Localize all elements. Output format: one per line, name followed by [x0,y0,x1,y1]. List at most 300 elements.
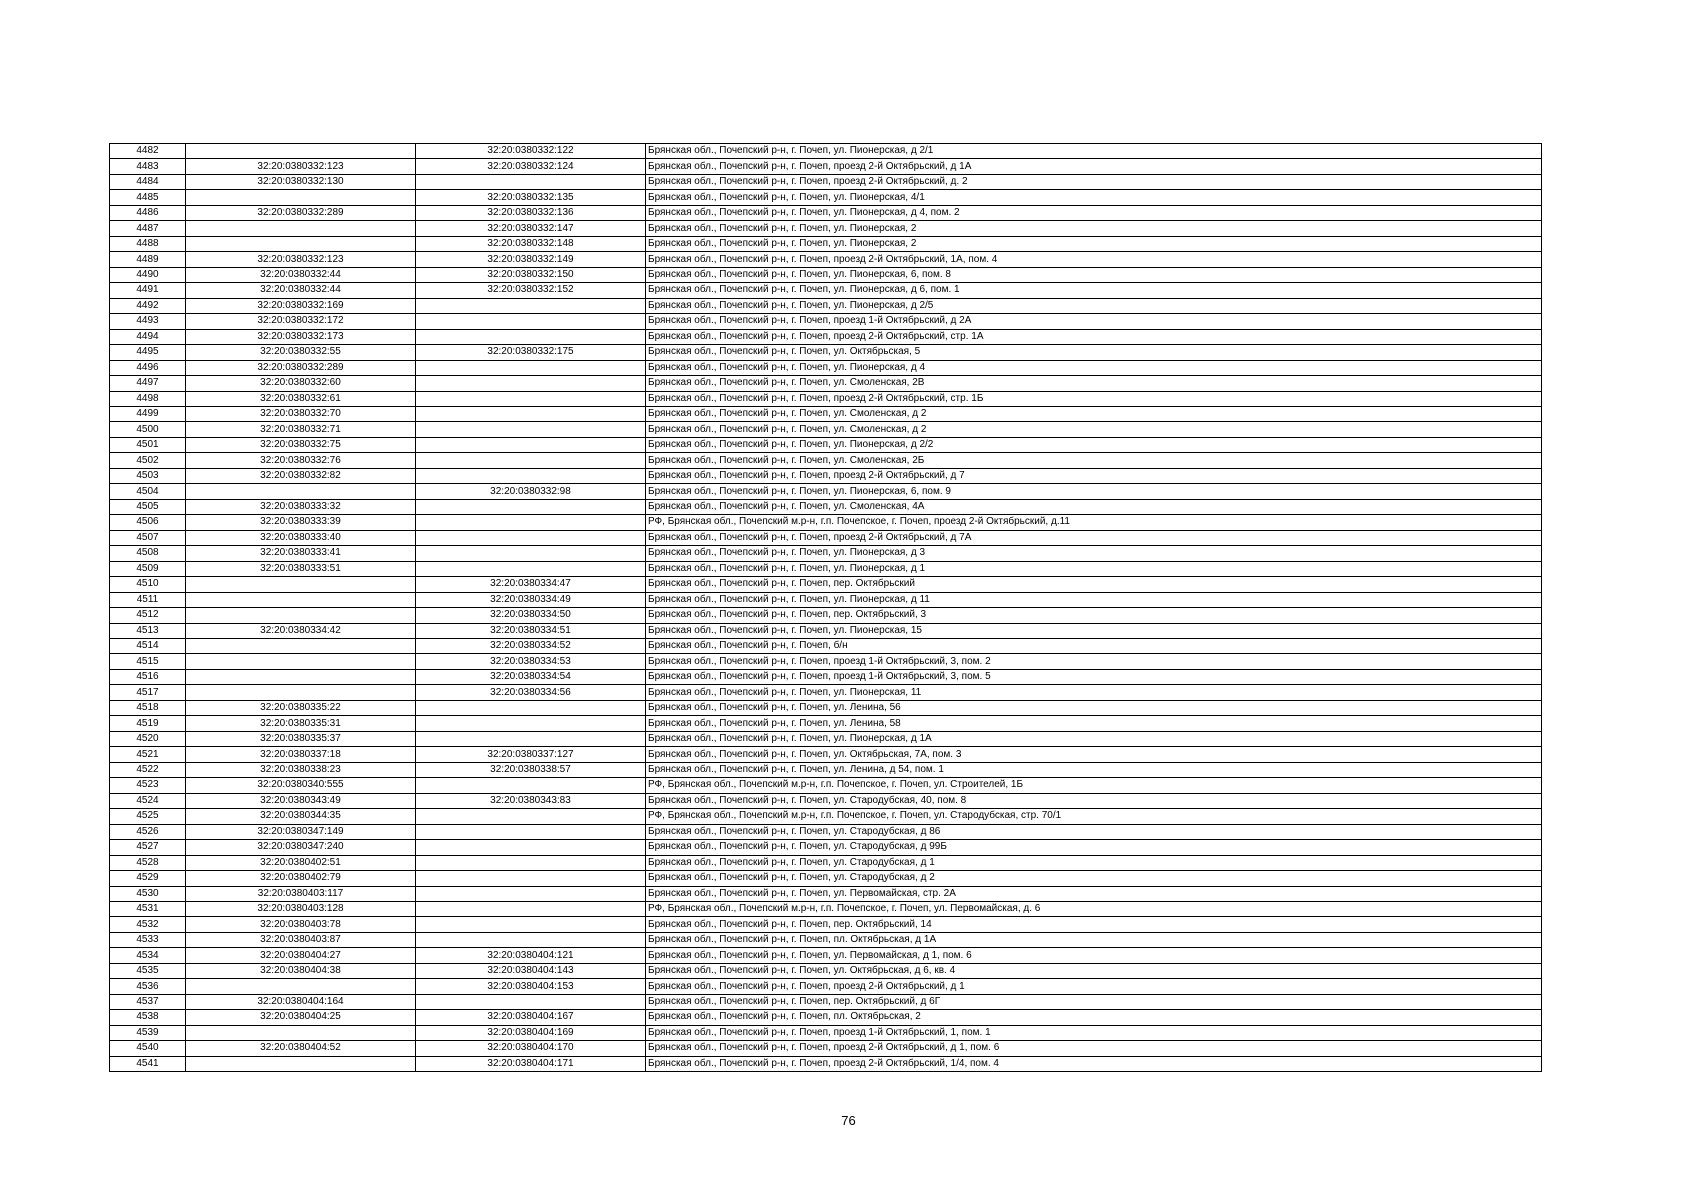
row-number-cell: 4521 [110,747,186,762]
table-row [110,592,1542,607]
parcel-number-cell: 32:20:0380344:35 [186,809,416,824]
address-cell: Брянская обл., Почепский р-н, г. Почеп, ул. Пионерская, д 4, пом. 2 [646,205,1542,220]
parcel-number-cell: 32:20:0380404:38 [186,963,416,978]
address-cell: Брянская обл., Почепский р-н, г. Почеп, проезд 2-й Октябрьский, д 7 [646,468,1542,483]
parcel-number-cell: 32:20:0380333:32 [186,499,416,514]
parcel-number-cell: 32:20:0380332:44 [186,267,416,282]
table-row [110,963,1542,978]
table-row [110,747,1542,762]
object-number-cell [416,499,646,514]
parcel-number-cell: 32:20:0380332:61 [186,391,416,406]
parcel-number-cell: 32:20:0380347:149 [186,824,416,839]
row-number-cell: 4539 [110,1025,186,1040]
parcel-number-cell: 32:20:0380332:123 [186,159,416,174]
address-cell: Брянская обл., Почепский р-н, г. Почеп, ул. Смоленская, д 2 [646,406,1542,421]
row-number-cell: 4524 [110,793,186,808]
table-row [110,979,1542,994]
table-row [110,453,1542,468]
object-number-cell [416,530,646,545]
row-number-cell: 4492 [110,298,186,313]
object-number-cell [416,298,646,313]
row-number-cell: 4485 [110,190,186,205]
table-row [110,221,1542,236]
parcel-number-cell: 32:20:0380332:172 [186,314,416,329]
address-cell: Брянская обл., Почепский р-н, г. Почеп, ул. Пионерская, 15 [646,623,1542,638]
address-cell: Брянская обл., Почепский р-н, г. Почеп, ул. Октябрьская, 7А, пом. 3 [646,747,1542,762]
row-number-cell: 4491 [110,283,186,298]
table-row [110,855,1542,870]
row-number-cell: 4538 [110,1010,186,1025]
row-number-cell: 4482 [110,144,186,159]
address-cell: Брянская обл., Почепский р-н, г. Почеп, ул. Стародубская, д 1 [646,855,1542,870]
address-cell: РФ, Брянская обл., Почепский м.р-н, г.п. Почепское, г. Почеп, ул. Стародубская, стр. 70/1 [646,809,1542,824]
parcel-number-cell: 32:20:0380332:169 [186,298,416,313]
table-row [110,360,1542,375]
table-row [110,546,1542,561]
address-cell: Брянская обл., Почепский р-н, г. Почеп, проезд 1-й Октябрьский, д 2А [646,314,1542,329]
object-number-cell: 32:20:0380343:83 [416,793,646,808]
address-cell: Брянская обл., Почепский р-н, г. Почеп, ул. Пионерская, 6, пом. 8 [646,267,1542,282]
row-number-cell: 4490 [110,267,186,282]
address-cell: Брянская обл., Почепский р-н, г. Почеп, ул. Пионерская, д 6, пом. 1 [646,283,1542,298]
address-cell: Брянская обл., Почепский р-н, г. Почеп, ул. Ленина, 58 [646,716,1542,731]
parcel-number-cell: 32:20:0380403:78 [186,917,416,932]
table-row [110,932,1542,947]
object-number-cell: 32:20:0380404:167 [416,1010,646,1025]
row-number-cell: 4512 [110,608,186,623]
table-row [110,778,1542,793]
row-number-cell: 4495 [110,345,186,360]
row-number-cell: 4531 [110,901,186,916]
address-cell: Брянская обл., Почепский р-н, г. Почеп, проезд 2-й Октябрьский, д 1, пом. 6 [646,1041,1542,1056]
table-row [110,174,1542,189]
address-cell: Брянская обл., Почепский р-н, г. Почеп, проезд 2-й Октябрьский, д 7А [646,530,1542,545]
parcel-number-cell: 32:20:0380347:240 [186,840,416,855]
object-number-cell: 32:20:0380404:121 [416,948,646,963]
row-number-cell: 4527 [110,840,186,855]
parcel-number-cell: 32:20:0380332:289 [186,205,416,220]
row-number-cell: 4519 [110,716,186,731]
table-row [110,731,1542,746]
row-number-cell: 4504 [110,484,186,499]
parcel-number-cell: 32:20:0380332:76 [186,453,416,468]
table-row [110,716,1542,731]
row-number-cell: 4489 [110,252,186,267]
table-row [110,1025,1542,1040]
address-cell: Брянская обл., Почепский р-н, г. Почеп, ул. Смоленская, 2Б [646,453,1542,468]
address-cell: Брянская обл., Почепский р-н, г. Почеп, ул. Стародубская, д 86 [646,824,1542,839]
table-row [110,468,1542,483]
address-cell: Брянская обл., Почепский р-н, г. Почеп, ул. Пионерская, д 2/1 [646,144,1542,159]
parcel-number-cell: 32:20:0380332:70 [186,406,416,421]
row-number-cell: 4534 [110,948,186,963]
row-number-cell: 4487 [110,221,186,236]
object-number-cell [416,855,646,870]
object-number-cell: 32:20:0380332:175 [416,345,646,360]
row-number-cell: 4484 [110,174,186,189]
address-cell: Брянская обл., Почепский р-н, г. Почеп, ул. Смоленская, д 2 [646,422,1542,437]
object-number-cell [416,314,646,329]
address-cell: Брянская обл., Почепский р-н, г. Почеп, ул. Стародубская, д 99Б [646,840,1542,855]
table-row [110,329,1542,344]
row-number-cell: 4528 [110,855,186,870]
object-number-cell [416,932,646,947]
table-row [110,515,1542,530]
object-number-cell [416,994,646,1009]
object-number-cell: 32:20:0380404:143 [416,963,646,978]
row-number-cell: 4508 [110,546,186,561]
parcel-number-cell [186,654,416,669]
object-number-cell [416,422,646,437]
address-cell: Брянская обл., Почепский р-н, г. Почеп, ул. Пионерская, д 4 [646,360,1542,375]
table-row [110,422,1542,437]
parcel-number-cell: 32:20:0380332:75 [186,437,416,452]
address-cell: Брянская обл., Почепский р-н, г. Почеп, ул. Пионерская, д 2/5 [646,298,1542,313]
table-row [110,1041,1542,1056]
row-number-cell: 4494 [110,329,186,344]
table-row [110,623,1542,638]
table-row [110,762,1542,777]
address-cell: Брянская обл., Почепский р-н, г. Почеп, ул. Октябрьская, 5 [646,345,1542,360]
row-number-cell: 4525 [110,809,186,824]
parcel-number-cell: 32:20:0380332:82 [186,468,416,483]
object-number-cell: 32:20:0380332:150 [416,267,646,282]
address-cell: Брянская обл., Почепский р-н, г. Почеп, проезд 1-й Октябрьский, 3, пом. 5 [646,669,1542,684]
object-number-cell [416,809,646,824]
table-row [110,1010,1542,1025]
parcel-number-cell [186,979,416,994]
row-number-cell: 4535 [110,963,186,978]
address-cell: Брянская обл., Почепский р-н, г. Почеп, ул. Пионерская, 11 [646,685,1542,700]
table-row [110,654,1542,669]
row-number-cell: 4518 [110,700,186,715]
table-row [110,793,1542,808]
row-number-cell: 4532 [110,917,186,932]
parcel-number-cell: 32:20:0380332:71 [186,422,416,437]
table-row [110,1056,1542,1071]
address-cell: Брянская обл., Почепский р-н, г. Почеп, ул. Первомайская, стр. 2А [646,886,1542,901]
table-row [110,499,1542,514]
parcel-number-cell [186,1025,416,1040]
parcel-number-cell [186,669,416,684]
address-cell: Брянская обл., Почепский р-н, г. Почеп, б/н [646,639,1542,654]
address-cell: Брянская обл., Почепский р-н, г. Почеп, пер. Октябрьский [646,577,1542,592]
table-row [110,901,1542,916]
object-number-cell: 32:20:0380332:152 [416,283,646,298]
parcel-number-cell [186,221,416,236]
address-cell: Брянская обл., Почепский р-н, г. Почеп, проезд 2-й Октябрьский, д. 2 [646,174,1542,189]
parcel-number-cell: 32:20:0380333:51 [186,561,416,576]
table-row [110,376,1542,391]
table-row [110,886,1542,901]
row-number-cell: 4533 [110,932,186,947]
table-row [110,159,1542,174]
table-row [110,530,1542,545]
object-number-cell [416,437,646,452]
parcel-number-cell [186,484,416,499]
address-cell: Брянская обл., Почепский р-н, г. Почеп, проезд 2-й Октябрьский, стр. 1Б [646,391,1542,406]
parcel-number-cell: 32:20:0380403:128 [186,901,416,916]
row-number-cell: 4536 [110,979,186,994]
parcel-number-cell: 32:20:0380332:44 [186,283,416,298]
table-row [110,871,1542,886]
table-row [110,840,1542,855]
table-row [110,267,1542,282]
object-number-cell [416,546,646,561]
address-cell: Брянская обл., Почепский р-н, г. Почеп, ул. Ленина, д 54, пом. 1 [646,762,1542,777]
parcel-number-cell: 32:20:0380334:42 [186,623,416,638]
parcel-number-cell: 32:20:0380404:27 [186,948,416,963]
parcel-number-cell: 32:20:0380335:22 [186,700,416,715]
parcel-number-cell: 32:20:0380402:51 [186,855,416,870]
object-number-cell: 32:20:0380332:147 [416,221,646,236]
row-number-cell: 4501 [110,437,186,452]
object-number-cell [416,886,646,901]
row-number-cell: 4503 [110,468,186,483]
row-number-cell: 4507 [110,530,186,545]
registry-table [109,143,1542,1072]
object-number-cell: 32:20:0380404:153 [416,979,646,994]
object-number-cell [416,700,646,715]
parcel-number-cell [186,685,416,700]
object-number-cell: 32:20:0380334:51 [416,623,646,638]
table-row [110,406,1542,421]
address-cell: Брянская обл., Почепский р-н, г. Почеп, проезд 2-й Октябрьский, 1А, пом. 4 [646,252,1542,267]
object-number-cell: 32:20:0380404:169 [416,1025,646,1040]
address-cell: Брянская обл., Почепский р-н, г. Почеп, проезд 2-й Октябрьский, д 1 [646,979,1542,994]
address-cell: Брянская обл., Почепский р-н, г. Почеп, ул. Пионерская, д 11 [646,592,1542,607]
parcel-number-cell: 32:20:0380404:164 [186,994,416,1009]
table-row [110,484,1542,499]
address-cell: Брянская обл., Почепский р-н, г. Почеп, ул. Пионерская, д 2/2 [646,437,1542,452]
object-number-cell: 32:20:0380332:149 [416,252,646,267]
object-number-cell: 32:20:0380334:56 [416,685,646,700]
row-number-cell: 4499 [110,406,186,421]
row-number-cell: 4483 [110,159,186,174]
object-number-cell: 32:20:0380404:170 [416,1041,646,1056]
row-number-cell: 4506 [110,515,186,530]
table-row [110,283,1542,298]
parcel-number-cell: 32:20:0380337:18 [186,747,416,762]
registry-table-body [110,144,1542,1072]
table-row [110,144,1542,159]
parcel-number-cell: 32:20:0380332:123 [186,252,416,267]
table-row [110,298,1542,313]
row-number-cell: 4517 [110,685,186,700]
table-row [110,561,1542,576]
parcel-number-cell: 32:20:0380332:173 [186,329,416,344]
parcel-number-cell [186,1056,416,1071]
row-number-cell: 4493 [110,314,186,329]
parcel-number-cell: 32:20:0380333:39 [186,515,416,530]
object-number-cell [416,901,646,916]
address-cell: РФ, Брянская обл., Почепский м.р-н, г.п. Почепское, г. Почеп, проезд 2-й Октябрьский, д.11 [646,515,1542,530]
address-cell: Брянская обл., Почепский р-н, г. Почеп, пер. Октябрьский, 14 [646,917,1542,932]
object-number-cell [416,917,646,932]
object-number-cell [416,515,646,530]
object-number-cell [416,468,646,483]
address-cell: РФ, Брянская обл., Почепский м.р-н, г.п. Почепское, г. Почеп, ул. Первомайская, д. 6 [646,901,1542,916]
object-number-cell [416,840,646,855]
object-number-cell [416,391,646,406]
row-number-cell: 4509 [110,561,186,576]
address-cell: Брянская обл., Почепский р-н, г. Почеп, проезд 1-й Октябрьский, 3, пом. 2 [646,654,1542,669]
object-number-cell [416,561,646,576]
object-number-cell: 32:20:0380334:50 [416,608,646,623]
row-number-cell: 4497 [110,376,186,391]
parcel-number-cell [186,144,416,159]
object-number-cell: 32:20:0380332:135 [416,190,646,205]
row-number-cell: 4526 [110,824,186,839]
object-number-cell: 32:20:0380334:49 [416,592,646,607]
object-number-cell [416,174,646,189]
parcel-number-cell: 32:20:0380335:37 [186,731,416,746]
parcel-number-cell: 32:20:0380403:87 [186,932,416,947]
address-cell: Брянская обл., Почепский р-н, г. Почеп, ул. Смоленская, 4А [646,499,1542,514]
parcel-number-cell: 32:20:0380403:117 [186,886,416,901]
parcel-number-cell: 32:20:0380404:25 [186,1010,416,1025]
address-cell: Брянская обл., Почепский р-н, г. Почеп, пл. Октябрьская, 2 [646,1010,1542,1025]
row-number-cell: 4502 [110,453,186,468]
object-number-cell [416,716,646,731]
table-row [110,236,1542,251]
parcel-number-cell [186,236,416,251]
object-number-cell: 32:20:0380338:57 [416,762,646,777]
table-row [110,700,1542,715]
object-number-cell: 32:20:0380332:124 [416,159,646,174]
address-cell: Брянская обл., Почепский р-н, г. Почеп, пл. Октябрьская, д 1А [646,932,1542,947]
table-row [110,809,1542,824]
table-row [110,948,1542,963]
parcel-number-cell: 32:20:0380333:40 [186,530,416,545]
row-number-cell: 4530 [110,886,186,901]
address-cell: Брянская обл., Почепский р-н, г. Почеп, ул. Пионерская, 4/1 [646,190,1542,205]
address-cell: Брянская обл., Почепский р-н, г. Почеп, пер. Октябрьский, д 6Г [646,994,1542,1009]
row-number-cell: 4516 [110,669,186,684]
object-number-cell [416,778,646,793]
object-number-cell [416,406,646,421]
parcel-number-cell: 32:20:0380332:55 [186,345,416,360]
parcel-number-cell: 32:20:0380335:31 [186,716,416,731]
parcel-number-cell: 32:20:0380338:23 [186,762,416,777]
page-number: 76 [841,1113,856,1128]
table-row [110,994,1542,1009]
row-number-cell: 4523 [110,778,186,793]
object-number-cell: 32:20:0380334:54 [416,669,646,684]
row-number-cell: 4498 [110,391,186,406]
address-cell: Брянская обл., Почепский р-н, г. Почеп, проезд 2-й Октябрьский, стр. 1А [646,329,1542,344]
row-number-cell: 4513 [110,623,186,638]
table-row [110,205,1542,220]
object-number-cell [416,329,646,344]
object-number-cell: 32:20:0380337:127 [416,747,646,762]
table-row [110,252,1542,267]
table-row [110,190,1542,205]
table-row [110,345,1542,360]
object-number-cell: 32:20:0380332:136 [416,205,646,220]
row-number-cell: 4541 [110,1056,186,1071]
address-cell: Брянская обл., Почепский р-н, г. Почеп, проезд 2-й Октябрьский, 1/4, пом. 4 [646,1056,1542,1071]
table-row [110,608,1542,623]
table-row [110,314,1542,329]
object-number-cell [416,360,646,375]
parcel-number-cell [186,577,416,592]
address-cell: Брянская обл., Почепский р-н, г. Почеп, ул. Пионерская, 2 [646,236,1542,251]
row-number-cell: 4529 [110,871,186,886]
object-number-cell: 32:20:0380332:122 [416,144,646,159]
row-number-cell: 4496 [110,360,186,375]
parcel-number-cell: 32:20:0380332:289 [186,360,416,375]
table-row [110,669,1542,684]
parcel-number-cell: 32:20:0380343:49 [186,793,416,808]
parcel-number-cell: 32:20:0380404:52 [186,1041,416,1056]
parcel-number-cell [186,190,416,205]
address-cell: Брянская обл., Почепский р-н, г. Почеп, ул. Стародубская, д 2 [646,871,1542,886]
table-row [110,685,1542,700]
address-cell: РФ, Брянская обл., Почепский м.р-н, г.п. Почепское, г. Почеп, ул. Строителей, 1Б [646,778,1542,793]
table-row [110,824,1542,839]
row-number-cell: 4520 [110,731,186,746]
parcel-number-cell: 32:20:0380332:60 [186,376,416,391]
parcel-number-cell: 32:20:0380332:130 [186,174,416,189]
object-number-cell: 32:20:0380334:52 [416,639,646,654]
table-row [110,639,1542,654]
parcel-number-cell [186,592,416,607]
address-cell: Брянская обл., Почепский р-н, г. Почеп, ул. Пионерская, 6, пом. 9 [646,484,1542,499]
address-cell: Брянская обл., Почепский р-н, г. Почеп, ул. Пионерская, д 1А [646,731,1542,746]
parcel-number-cell: 32:20:0380402:79 [186,871,416,886]
row-number-cell: 4510 [110,577,186,592]
row-number-cell: 4511 [110,592,186,607]
address-cell: Брянская обл., Почепский р-н, г. Почеп, пер. Октябрьский, 3 [646,608,1542,623]
address-cell: Брянская обл., Почепский р-н, г. Почеп, ул. Пионерская, д 1 [646,561,1542,576]
object-number-cell: 32:20:0380332:148 [416,236,646,251]
row-number-cell: 4486 [110,205,186,220]
parcel-number-cell: 32:20:0380333:41 [186,546,416,561]
object-number-cell: 32:20:0380334:47 [416,577,646,592]
object-number-cell [416,376,646,391]
object-number-cell [416,731,646,746]
address-cell: Брянская обл., Почепский р-н, г. Почеп, проезд 1-й Октябрьский, 1, пом. 1 [646,1025,1542,1040]
address-cell: Брянская обл., Почепский р-н, г. Почеп, ул. Первомайская, д 1, пом. 6 [646,948,1542,963]
table-row [110,391,1542,406]
table-row [110,577,1542,592]
parcel-number-cell [186,639,416,654]
parcel-number-cell [186,608,416,623]
row-number-cell: 4488 [110,236,186,251]
row-number-cell: 4515 [110,654,186,669]
address-cell: Брянская обл., Почепский р-н, г. Почеп, ул. Стародубская, 40, пом. 8 [646,793,1542,808]
row-number-cell: 4514 [110,639,186,654]
table-row [110,917,1542,932]
object-number-cell: 32:20:0380404:171 [416,1056,646,1071]
address-cell: Брянская обл., Почепский р-н, г. Почеп, ул. Октябрьская, д 6, кв. 4 [646,963,1542,978]
object-number-cell [416,824,646,839]
address-cell: Брянская обл., Почепский р-н, г. Почеп, ул. Пионерская, 2 [646,221,1542,236]
row-number-cell: 4522 [110,762,186,777]
address-cell: Брянская обл., Почепский р-н, г. Почеп, ул. Ленина, 56 [646,700,1542,715]
object-number-cell: 32:20:0380334:53 [416,654,646,669]
object-number-cell [416,871,646,886]
parcel-number-cell: 32:20:0380340:555 [186,778,416,793]
object-number-cell: 32:20:0380332:98 [416,484,646,499]
object-number-cell [416,453,646,468]
row-number-cell: 4505 [110,499,186,514]
row-number-cell: 4537 [110,994,186,1009]
row-number-cell: 4540 [110,1041,186,1056]
address-cell: Брянская обл., Почепский р-н, г. Почеп, проезд 2-й Октябрьский, д 1А [646,159,1542,174]
table-row [110,437,1542,452]
